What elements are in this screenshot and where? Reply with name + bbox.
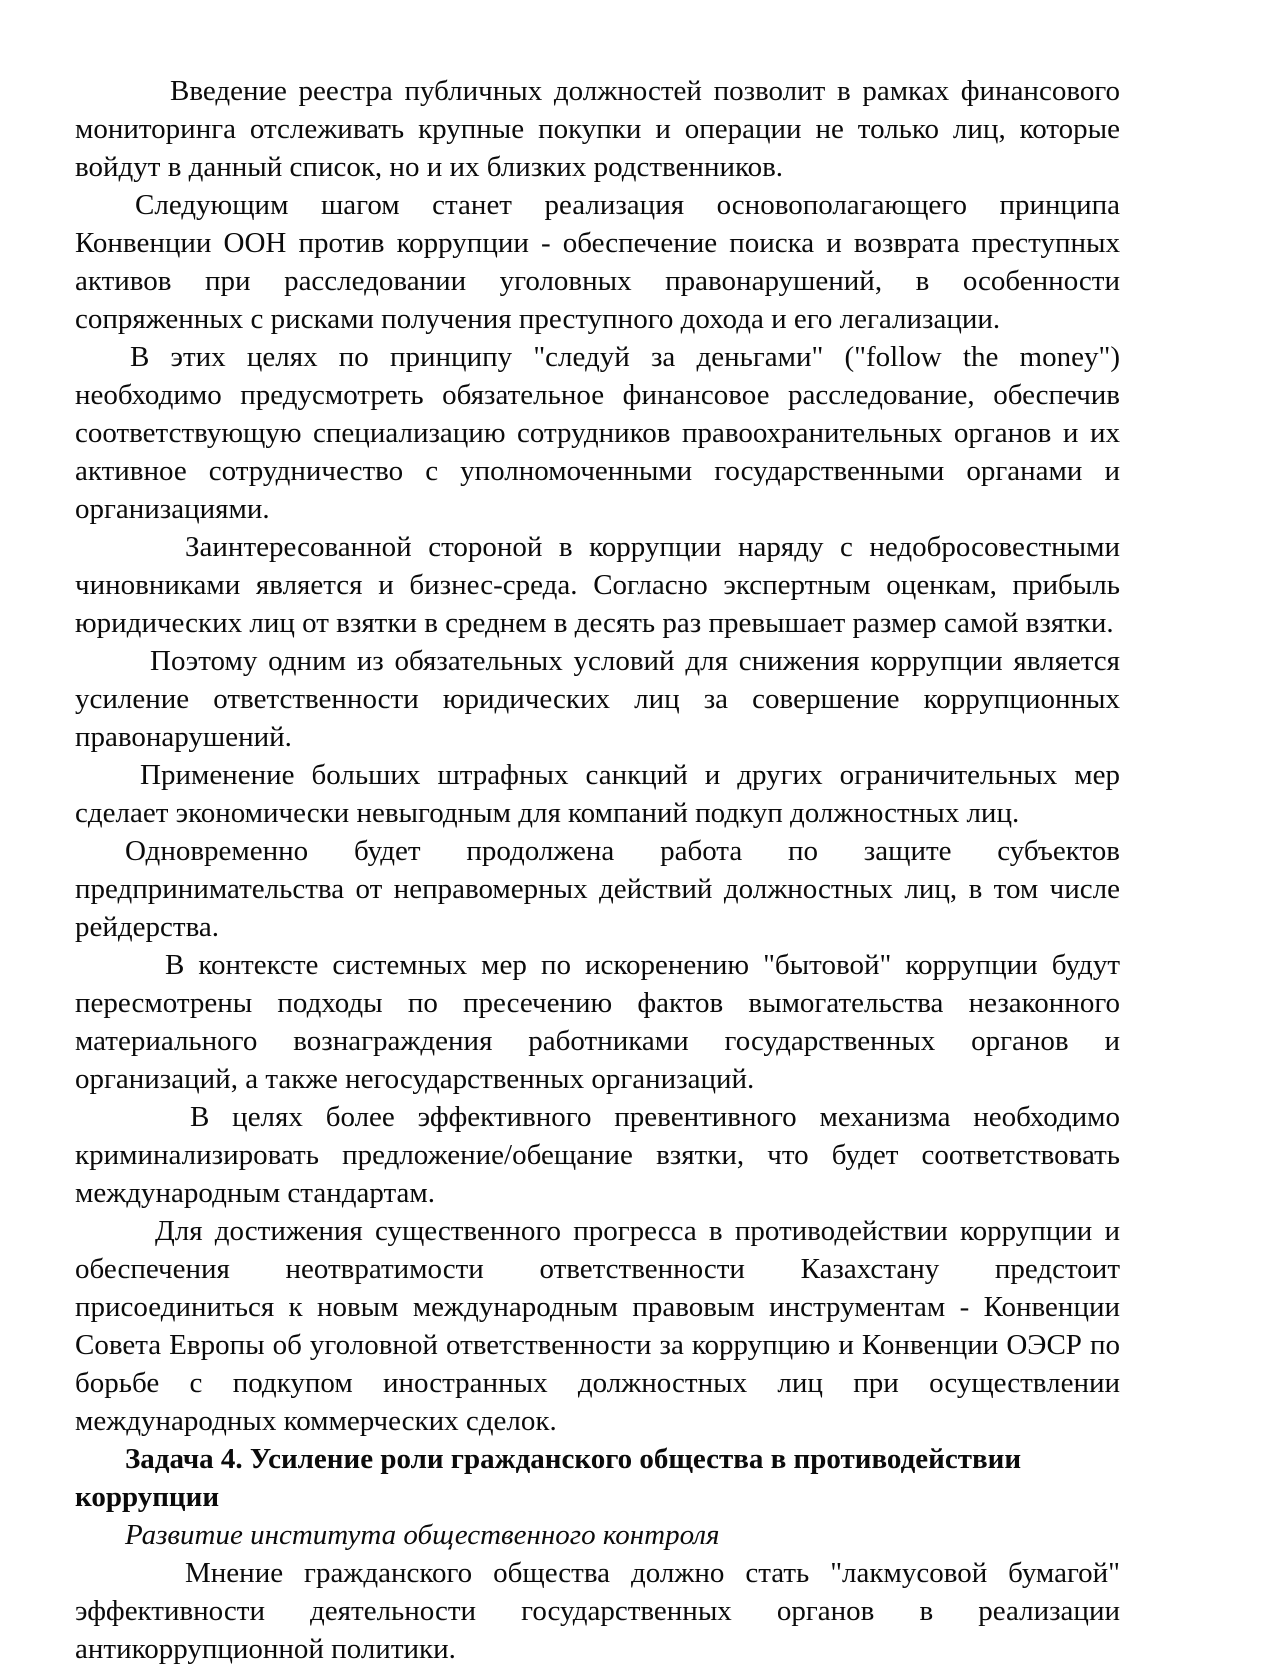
- section-subheading-public-control: Развитие института общественного контроля: [125, 1519, 720, 1551]
- paragraph-follow-the-money: В этих целях по принципу "следуй за деньгами" ("follow the money") необходимо предусмотреть обязательное финансовое расследование, обеспечив соответствующую специализацию сотрудников правоохранительных органов и их активное сотрудничество с уполномоченными государственными органами и организациями.: [75, 341, 1120, 525]
- document-text-block: [75, 72, 1120, 1668]
- paragraph-un-convention: Следующим шагом станет реализация основополагающего принципа Конвенции ООН против коррупции - обеспечение поиска и возврата преступных активов при расследовании уголовных правонарушений, в особенности сопряженных с рисками получения преступного дохода и его легализации.: [75, 189, 1120, 335]
- paragraph-intro-registry: Введение реестра публичных должностей позволит в рамках финансового мониторинга отслеживать крупные покупки и операции не только лиц, которые войдут в данный список, но и их близких родственников.: [75, 75, 1120, 183]
- paragraph-entrepreneur-protection: Одновременно будет продолжена работа по защите субъектов предпринимательства от неправомерных действий должностных лиц, в том числе рейдерства.: [75, 835, 1120, 943]
- paragraph-everyday-corruption: В контексте системных мер по искоренению "бытовой" коррупции будут пересмотрены подходы по пресечению фактов вымогательства незаконного материального вознаграждения работниками государственных органов и организаций, а также негосударственных организаций.: [75, 949, 1120, 1095]
- paragraph-business-environment: Заинтересованной стороной в коррупции наряду с недобросовестными чиновниками является и бизнес-среда. Согласно экспертным оценкам, прибыль юридических лиц от взятки в среднем в десять раз превышает размер самой взятки.: [75, 531, 1120, 639]
- paragraph-legal-entity-liability: Поэтому одним из обязательных условий для снижения коррупции является усиление ответственности юридических лиц за совершение коррупционных правонарушений.: [75, 645, 1120, 753]
- section-heading-task-4: Задача 4. Усиление роли гражданского общества в противодействии коррупции: [75, 1443, 1022, 1513]
- paragraph-criminalize-bribe-offer: В целях более эффективного превентивного механизма необходимо криминализировать предложение/обещание взятки, что будет соответствовать международным стандартам.: [75, 1101, 1120, 1209]
- paragraph-international-instruments: Для достижения существенного прогресса в противодействии коррупции и обеспечения неотвратимости ответственности Казахстану предстоит присоединиться к новым международным правовым инструментам - Конвенции Совета Европы об уголовной ответственности за коррупцию и Конвенции ОЭСР по борьбе с подкупом иностранных должностных лиц при осуществлении международных коммерческих сделок.: [75, 1215, 1120, 1437]
- paragraph-penalty-sanctions: Применение больших штрафных санкций и других ограничительных мер сделает экономически невыгодным для компаний подкуп должностных лиц.: [75, 759, 1120, 829]
- paragraph-civil-society-opinion: Мнение гражданского общества должно стать "лакмусовой бумагой" эффективности деятельности государственных органов в реализации антикоррупционной политики.: [75, 1557, 1120, 1665]
